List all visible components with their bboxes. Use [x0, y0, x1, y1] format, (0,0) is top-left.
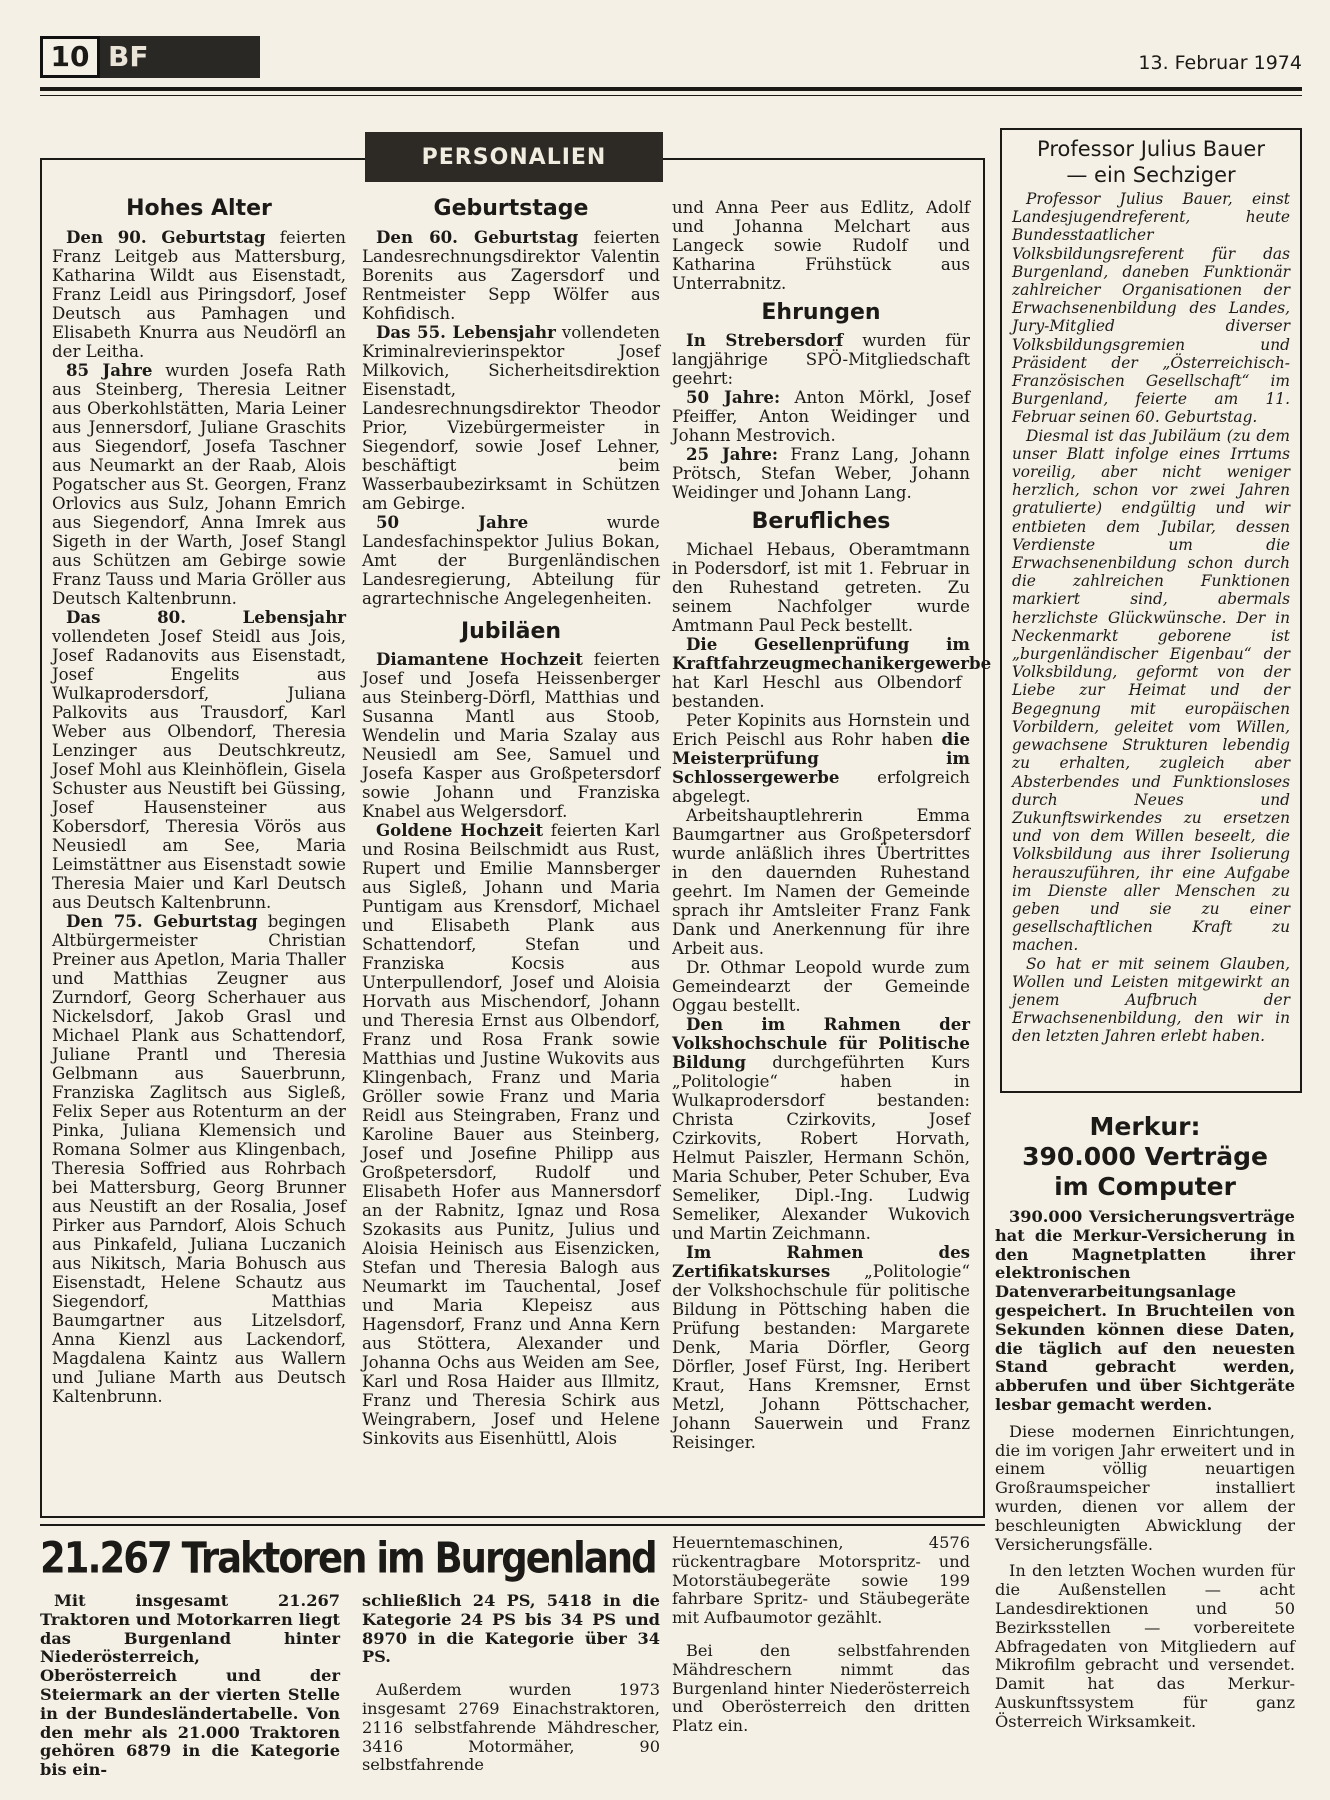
paragraph: Den 75. Geburtstag begingen Altbürgermeister Christian Preiner aus Apetlon, Maria Thaller und Matthias Zeugner aus Zurndorf, Georg Scherhauer aus Nickelsdorf, Jakob Grasl und Michael Plank aus Schattendorf, Juliane Prantl und Theresia Gelbmann aus Sauerbrunn, Franziska Zaglitsch aus Sigleß, Felix Seper aus Rotenturm an der Pinka, Juliana Klemensich und Romana Solmer aus Klingenbach, Theresia Soffried aus Rohrbach bei Mattersburg, Georg Brunner aus Neustift an der Rosalia, Josef Pirker aus Parndorf, Alois Schuch aus Pinkafeld, Juliana Luczanich aus Nikitsch, Maria Bohusch aus Eisenstadt, Helene Schautz aus Siegendorf, Matthias Baumgartner aus Litzelsdorf, Anna Kienzl aus Lackendorf, Magdalena Kaintz aus Wallern und Juliane Marth aus Deutsch Kaltenbrunn.	[52, 911, 346, 1406]
merkur-headline-1: Merkur:	[1089, 1112, 1201, 1141]
paragraph: 50 Jahre: Anton Mörkl, Josef Pfeiffer, Anton Weidinger und Johann Mestrovich.	[672, 387, 970, 445]
heading-ehrungen: Ehrungen	[761, 300, 881, 325]
paragraph: Außerdem wurden 1973 insgesamt 2769 Einachstraktoren, 2116 selbstfahrende Mähdrescher, 3416 Motormäher, 90 selbstfahrende	[362, 1680, 660, 1775]
paragraph: In den letzten Wochen wurden für die Außenstellen — acht Landesdirektionen und 50 Bezirksstellen — vorbereitete Abfragedaten von Mitgliedern auf Mikrofilm gebracht und versendet. Damit hat das Merkur-Auskunftssystem für ganz Österreich Wirksamkeit.	[995, 1561, 1295, 1731]
bauer-article	[1012, 136, 1290, 1046]
personalien-banner	[365, 132, 663, 182]
header-rule-thin	[40, 95, 1302, 96]
paragraph: Den im Rahmen der Volkshochschule für Politische Bildung durchgeführten Kurs „Politologie“ haben in Wulkaprodersdorf bestanden: Christa Czirkovits, Josef Czirkovits, Robert Horvath, Helmut Paiszler, Hermann Schön, Maria Schuber, Peter Schuber, Eva Semeliker, Dipl.-Ing. Ludwig Semeliker, Alexander Wukovich und Martin Zeichmann.	[672, 1014, 970, 1243]
paragraph: So hat er mit seinem Glauben, Wollen und Leisten mitgewirkt an jenem Aufbruch der Erwachsenenbildung, den wir in den letzten Jahren erlebt haben.	[1012, 954, 1290, 1046]
paragraph: Diamantene Hochzeit feierten Josef und Josefa Heissenberger aus Steinberg-Dörfl, Matthias und Susanna Mantl aus Stoob, Wendelin und Maria Szalay aus Neusiedl am See, Samuel und Josefa Kasper aus Großpetersdorf sowie Johann und Franziska Knabel aus Welgersdorf.	[362, 649, 660, 821]
header-rule	[40, 87, 1302, 91]
paragraph: 390.000 Versicherungsverträge hat die Merkur-Versicherung in den Magnetplatten ihrer elektronischen Datenverarbeitungsanlage gespeichert. In Bruchteilen von Sekunden können diese Daten, die täglich auf den neuesten Stand gebracht werden, abberufen und über Sichtgeräte lesbar gemacht werden.	[995, 1207, 1295, 1414]
paragraph: Michael Hebaus, Oberamtmann in Podersdorf, ist mit 1. Februar in den Ruhestand getreten. Zu seinem Nachfolger wurde Amtmann Paul Peck bestellt.	[672, 540, 970, 635]
paragraph: Dr. Othmar Leopold wurde zum Gemeindearzt der Gemeinde Oggau bestellt.	[672, 958, 970, 1015]
paragraph: In Strebersdorf wurden für langjährige SPÖ-Mitgliedschaft geehrt:	[672, 330, 970, 388]
heading-hohes-alter: Hohes Alter	[126, 196, 272, 221]
paragraph: Peter Kopinits aus Hornstein und Erich Peischl aus Rohr haben die Meisterprüfung im Schlossergewerbe erfolgreich abgelegt.	[672, 711, 970, 806]
merkur-article	[995, 1112, 1295, 1732]
traktoren-column-3	[672, 1534, 970, 1736]
paragraph: Im Rahmen des Zertifikatskurses „Politologie“ der Volkshochschule für politische Bildung in Pöttsching haben die Prüfung bestanden: Margarete Denk, Maria Dörfler, Georg Dörfler, Josef Fürst, Ing. Heribert Kraut, Hans Kremsner, Ernst Metzl, Johann Pöttschacher, Johann Sauerwein und Franz Reisinger.	[672, 1242, 970, 1452]
paragraph: Den 60. Geburtstag feierten Landesrechnungsdirektor Valentin Borenits aus Zagersdorf und Rentmeister Sepp Wölfer aus Kohfidisch.	[362, 227, 660, 323]
personalien-column-3	[672, 198, 992, 1452]
merkur-headline-3: im Computer	[1054, 1172, 1236, 1201]
section-label-box	[100, 36, 260, 78]
paragraph: Arbeitshauptlehrerin Emma Baumgartner aus Großpetersdorf wurde anläßlich ihres Übertrittes in den dauernden Ruhestand geehrt. Im Namen der Gemeinde sprach ihr Amtsleiter Franz Fank Dank und Anerkennung für ihre Arbeit aus.	[672, 806, 970, 958]
page-number: 10	[50, 40, 90, 73]
paragraph: Mit insgesamt 21.267 Traktoren und Motorkarren liegt das Burgenland hinter Niederösterreich, Oberösterreich und der Steiermark an der vierten Stelle in der Bundesländertabelle. Von den mehr als 21.000 Traktoren gehören 6879 in die Kategorie bis ein-	[40, 1591, 340, 1780]
traktoren-rule	[40, 1524, 985, 1526]
traktoren-column-1	[40, 1592, 340, 1780]
paragraph: Das 80. Lebensjahr vollendeten Josef Steidl aus Jois, Josef Radanovits aus Eisenstadt, Josef Engelits aus Wulkaprodersdorf, Juliana Palkovits aus Trausdorf, Karl Weber aus Olbendorf, Theresia Lenzinger aus Deutschkreutz, Josef Mohl aus Kleinhöflein, Gisela Schuster aus Neustift bei Güssing, Josef Hausensteiner aus Kobersdorf, Theresia Vörös aus Neusiedl am See, Maria Leimstättner aus Eisenstadt sowie Theresia Maier und Karl Deutsch aus Deutsch Kaltenbrunn.	[52, 607, 346, 912]
heading-berufliches: Berufliches	[751, 509, 891, 534]
merkur-headline-2: 390.000 Verträge	[1022, 1142, 1268, 1171]
paragraph: und Anna Peer aus Edlitz, Adolf und Johanna Melchart aus Langeck sowie Rudolf und Katharina Frühstück aus Unterrabnitz.	[672, 198, 970, 293]
paragraph: Professor Julius Bauer, einst Landesjugendreferent, heute Bundesstaatlicher Volksbildungsreferent für das Burgenland, daneben Funktionär zahlreicher Organisationen der Erwachsenenbildung des Landes, Jury-Mitglied diverser Volksbildungsgremien und Präsident der „Österreichisch-Französischen Gesellschaft“ im Burgenland, feierte am 11. Februar seinen 60. Geburtstag.	[1012, 190, 1290, 427]
paragraph: Das 55. Lebensjahr vollendeten Kriminalrevierinspektor Josef Milkovich, Sicherheitsdirektion Eisenstadt, Landesrechnungsdirektor Theodor Prior, Vizebürgermeister in Siegendorf, sowie Josef Lehner, beschäftigt beim Wasserbaubezirksamt in Schützen am Gebirge.	[362, 322, 660, 513]
paragraph: 25 Jahre: Franz Lang, Johann Prötsch, Stefan Weber, Johann Weidinger und Johann Lang.	[672, 444, 971, 502]
personalien-column-1	[52, 195, 346, 1406]
paragraph: Den 90. Geburtstag feierten Franz Leitgeb aus Mattersburg, Katharina Wildt aus Eisenstadt, Franz Leidl aus Piringsdorf, Josef Deutsch aus Pamhagen und Elisabeth Knurra aus Neudörfl an der Leitha.	[52, 227, 346, 361]
section-label: BF	[108, 40, 149, 73]
paragraph: Diese modernen Einrichtungen, die im vorigen Jahr erweitert und in einem völlig neuartigen Großraumspeicher installiert wurden, dienen vor allem der beschleunigten Abwicklung der Versicherungsfälle.	[995, 1421, 1295, 1554]
paragraph: 85 Jahre wurden Josefa Rath aus Steinberg, Theresia Leitner aus Oberkohlstätten, Maria Leiner aus Jennersdorf, Juliane Graschits aus Siegendorf, Josefa Taschner aus Neumarkt an der Raab, Alois Pogatscher aus St. Georgen, Franz Orlovics aus Sulz, Johann Emrich aus Siegendorf, Anna Imrek aus Sigeth in der Warth, Josef Stangl aus Schützen am Gebirge sowie Franz Tauss und Maria Gröller aus Deutsch Kaltenbrunn.	[52, 360, 346, 608]
page-number-box	[40, 36, 100, 78]
issue-date: 13. Februar 1974	[1138, 52, 1302, 74]
personalien-banner-text: PERSONALIEN	[421, 144, 607, 170]
paragraph: Bei den selbstfahrenden Mähdreschern nimmt das Burgenland hinter Niederösterreich und Oberösterreich den dritten Platz ein.	[672, 1640, 970, 1736]
paragraph: Die Gesellenprüfung im Kraftfahrzeugmechanikergewerbe hat Karl Heschl aus Olbendorf bestanden.	[672, 634, 992, 711]
personalien-column-2	[362, 195, 660, 1448]
traktoren-column-2	[362, 1592, 660, 1775]
traktoren-headline: 21.267 Traktoren im Burgenland	[40, 1533, 656, 1583]
paragraph: Heuerntemaschinen, 4576 rückentragbare Motorspritz- und Motorstäubegeräte sowie 199 fahrbare Spritz- und Stäubegeräte mit Aufbaumotor gezählt.	[672, 1533, 970, 1628]
heading-geburtstage: Geburtstage	[433, 196, 589, 221]
paragraph: Goldene Hochzeit feierten Karl und Rosina Beilschmidt aus Rust, Rupert und Emilie Mannsberger aus Sigleß, Johann und Maria Puntigam aus Krensdorf, Michael und Elisabeth Plank aus Schattendorf, Stefan und Franziska Kocsis aus Unterpullendorf, Josef und Aloisia Horvath aus Mischendorf, Johann und Theresia Ernst aus Olbendorf, Franz und Rosa Frank sowie Matthias und Justine Wukovits aus Klingenbach, Franz und Maria Gröller sowie Franz und Maria Reidl aus Steingraben, Franz und Karoline Bauer aus Steinberg, Josef und Josefine Philipp aus Großpetersdorf, Rudolf und Elisabeth Hofer aus Mannersdorf an der Rabnitz, Ignaz und Rosa Szokasits aus Punitz, Julius und Aloisia Heinisch aus Eisenzicken, Stefan und Theresia Balogh aus Neumarkt im Tauchental, Josef und Maria Klepeisz aus Hagensdorf, Franz und Anna Kern aus Stöttera, Alexander und Johanna Ochs aus Weiden am See, Karl und Rosa Haider aus Illmitz, Franz und Theresia Schirk aus Weingrabern, Josef und Helene Sinkovits aus Eisenhüttl, Alois	[362, 820, 660, 1448]
bauer-title-1: Professor Julius Bauer	[1037, 137, 1265, 161]
paragraph: schließlich 24 PS, 5418 in die Kategorie 24 PS bis 34 PS und 8970 in die Kategorie über 34 PS.	[362, 1591, 660, 1667]
paragraph: 50 Jahre wurde Landesfachinspektor Julius Bokan, Amt der Burgenländischen Landesregierung, Abteilung für agrartechnische Angelegenheiten.	[362, 512, 661, 608]
heading-jubilaeen: Jubiläen	[460, 619, 562, 644]
bauer-title-2: — ein Sechziger	[1066, 163, 1236, 187]
paragraph: Diesmal ist das Jubiläum (zu dem unser Blatt infolge eines Irrtums voreilig, aber nicht weniger herzlich, schon vor zwei Jahren gratulierte) endgültig und wir entbieten dem Jubilar, dessen Verdienste um die Erwachsenenbildung schon durch die zahlreichen Funktionen markiert sind, abermals herzlichste Glückwünsche. Der in Neckenmarkt geborene ist „burgenländischer Eigenbau“ der Volksbildung, geformt von der Liebe zur Heimat und der Begegnung mit europäischen Vorbildern, geleitet vom Willen, gewachsene Strukturen lebendig zu erhalten, zugleich aber Absterbendes und Funktionsloses durch Neues und Zukunftswirkendes zu ersetzen und von dem Willen beseelt, die Volksbildung aus ihrer Isolierung herauszuführen, ihr eine Aufgabe im Dienste aller Menschen zu geben und sie zu einer gesellschaftlichen Kraft zu machen.	[1012, 426, 1290, 955]
